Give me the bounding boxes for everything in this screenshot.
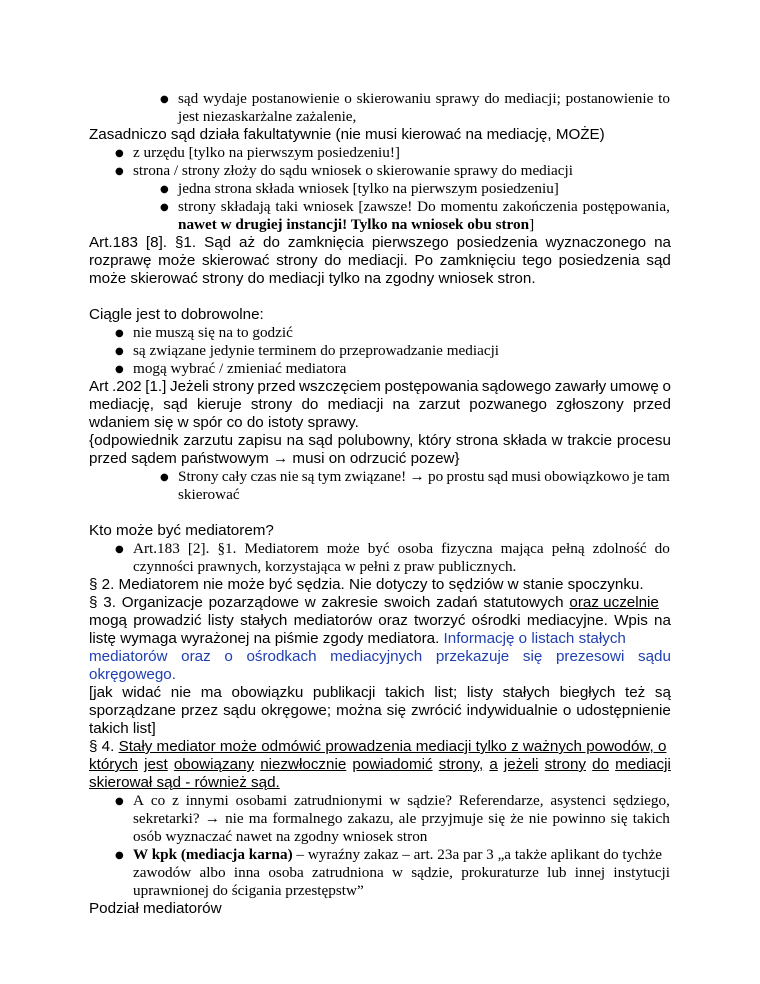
word: Po <box>414 252 434 269</box>
bullet-marker: ● <box>115 850 124 861</box>
list-item <box>178 198 670 216</box>
word: tam <box>647 468 670 485</box>
word: → <box>409 468 425 485</box>
paragraph-line: Zasadniczo sąd działa fakultatywnie (nie musi kierować na mediację, MOŻE) <box>89 126 605 143</box>
emphasis-text: nawet w drugiej instancji! <box>178 216 351 233</box>
word: zatrudnionymi <box>293 792 383 809</box>
text-fragment: § 4. <box>89 738 119 755</box>
word: mediację, <box>89 396 154 413</box>
list-item-continuation: skierować <box>178 486 240 503</box>
word: [1.] <box>145 378 167 395</box>
word: procesu <box>616 432 671 449</box>
word: niezwłocznie <box>260 756 347 773</box>
word: biegłych <box>559 684 616 701</box>
word: taki <box>275 198 299 215</box>
word: składa <box>502 432 547 449</box>
word: formalnego <box>272 810 343 827</box>
paragraph-line: może skierować strony do mediacji tylko na zgodny wniosek stron. <box>89 270 536 287</box>
paragraph-line <box>89 234 671 252</box>
paragraph-line <box>89 378 671 396</box>
paragraph-line: § 2. Mediatorem nie może być sędzia. Nie dotyczy to sędziów w stanie spoczynku. <box>89 576 644 593</box>
underlined-line <box>89 756 671 774</box>
list-item <box>133 846 670 864</box>
word: indywidualnie <box>466 702 558 719</box>
word: pozwanego <box>469 396 547 413</box>
paragraph-line <box>89 252 671 270</box>
word: mediacji; <box>504 90 561 107</box>
word: postępowania <box>384 378 479 395</box>
list-item: strona / strony złoży do sądu wniosek o skierowanie sprawy do mediacji <box>133 162 573 179</box>
word: mediatorów <box>293 612 373 629</box>
word: przed <box>257 378 296 395</box>
bullet-marker: ● <box>115 328 124 339</box>
word: rozprawę <box>89 252 152 269</box>
word: z <box>172 792 179 809</box>
word: Art.183 <box>89 234 138 251</box>
word: posiedzenia <box>558 252 640 269</box>
bullet-marker: ● <box>160 94 169 105</box>
word: trakcie <box>567 432 613 449</box>
word: takich <box>632 810 670 827</box>
word: przekazuje <box>435 648 510 665</box>
paragraph-line: przed sądem państwowym → musi on odrzucić pozew} <box>89 450 460 467</box>
word: zgłoszony <box>556 396 624 413</box>
word: obowiązkowo <box>544 468 630 485</box>
word: na <box>654 234 671 251</box>
word: mediacji <box>615 756 671 773</box>
word: sąd <box>178 90 199 107</box>
paragraph-line <box>89 594 671 612</box>
word: jest <box>144 756 168 773</box>
word: widać <box>122 684 162 701</box>
word: związane! <box>344 468 407 485</box>
bullet-marker: ● <box>115 364 124 375</box>
word: być <box>367 540 390 557</box>
word: ale <box>398 810 417 827</box>
paragraph-line <box>89 432 671 450</box>
emphasis-text: Tylko na wniosek obu stron <box>350 216 530 233</box>
word: sekretarki? <box>133 810 200 827</box>
list-item-continuation <box>133 810 670 828</box>
paragraph-line: wdaniem się w spór co do istoty sprawy. <box>89 414 359 431</box>
list-item-continuation <box>178 216 534 234</box>
word: a <box>489 756 498 773</box>
word: jeżeli <box>503 756 539 773</box>
word: albo <box>199 864 226 881</box>
bullet-marker: ● <box>115 148 124 159</box>
word: Art.183 <box>133 540 180 557</box>
word: sądu <box>637 648 671 665</box>
word: oraz <box>181 648 211 665</box>
word: prostu <box>446 468 485 485</box>
word: o <box>224 648 233 665</box>
word: oraz <box>378 612 408 629</box>
paragraph-line <box>89 630 671 648</box>
word: których <box>89 756 138 773</box>
word: po <box>428 468 444 485</box>
list-item-continuation: uprawnionej do ścigania przestępstw” <box>133 882 364 899</box>
word: mediacji. <box>347 252 408 269</box>
word: tego <box>522 252 552 269</box>
word: przyjmuje <box>421 810 484 827</box>
word: nie <box>279 468 299 485</box>
word: je <box>632 468 644 485</box>
word: umowę <box>609 378 659 395</box>
word: w <box>391 864 403 881</box>
word: do <box>654 540 670 557</box>
word: Referendarze, <box>458 792 544 809</box>
word: do <box>484 90 500 107</box>
word: obowiązku <box>231 684 304 701</box>
word: zamknięcia <box>287 234 364 251</box>
list-item <box>133 792 670 810</box>
word: ośrodkach <box>246 648 317 665</box>
word: powiadomić <box>352 756 433 773</box>
word: ośrodki <box>471 612 521 629</box>
word: sądzie, <box>411 864 453 881</box>
word: się <box>610 810 628 827</box>
highlighted-line <box>89 648 671 666</box>
word: inna <box>233 864 261 881</box>
word: instytucji <box>613 864 670 881</box>
word: zwrócić <box>411 702 462 719</box>
word: czas <box>250 468 277 485</box>
word: osobami <box>235 792 288 809</box>
word: polubowny, <box>337 432 414 449</box>
word: strony <box>250 396 293 413</box>
list-item-continuation: osób wyznaczać nawet na zgodny wniosek stron <box>133 828 428 845</box>
word: udostępnienie <box>576 702 671 719</box>
word: pierwszego <box>371 234 449 251</box>
word: o <box>662 378 671 395</box>
word: może <box>326 540 360 557</box>
word: prokuraturze <box>461 864 539 881</box>
word: osoba <box>397 540 434 557</box>
word: listy <box>207 612 234 629</box>
text-line <box>178 90 670 108</box>
word: o <box>562 702 572 719</box>
word: tym <box>317 468 342 485</box>
word: mająca <box>500 540 544 557</box>
word: tworzyć <box>414 612 466 629</box>
word: sprawy <box>435 90 480 107</box>
paragraph-line <box>89 612 671 630</box>
text-line: jest niezaskarżalne zażalenie, <box>178 108 357 125</box>
word: są <box>301 468 315 485</box>
emphasis-text: W kpk (mediacja karna) <box>133 846 293 863</box>
word: {odpowiednik <box>89 432 179 449</box>
word: .202 <box>112 378 142 395</box>
word: się <box>488 810 506 827</box>
word: zawarły <box>554 378 607 395</box>
word: lub <box>547 864 567 881</box>
highlighted-text: Informację o listach stałych <box>443 630 626 647</box>
section-heading: Ciągle jest to dobrowolne: <box>89 306 264 323</box>
word: sąd <box>487 468 509 485</box>
word: strony <box>544 756 587 773</box>
word: aż <box>239 234 256 251</box>
word: sędziego, <box>612 792 670 809</box>
word: zarzutu <box>183 432 234 449</box>
word: §1. <box>217 540 237 557</box>
list-item: nie muszą się na to godzić <box>133 324 293 341</box>
underlined-text: oraz uczelnie <box>569 594 659 611</box>
word: do <box>592 756 610 773</box>
word: zawodów <box>133 864 192 881</box>
word: asystenci <box>550 792 607 809</box>
word: wyznaczonego <box>545 234 647 251</box>
word: nie <box>225 810 244 827</box>
word: sądu <box>223 702 257 719</box>
word: obowiązany <box>173 756 255 773</box>
word: ma <box>200 684 222 701</box>
word: musi <box>511 468 541 485</box>
word: można <box>336 702 382 719</box>
word: wszczęciem <box>299 378 381 395</box>
word: mediacyjnych <box>330 648 423 665</box>
word: zarzut <box>418 396 461 413</box>
text-fragment: § 3. Organizacje pozarządowe w zakresie swoich zadań statutowych <box>89 594 570 611</box>
list-item: są związane jedynie terminem do przeprowadzanie mediacji <box>133 342 500 359</box>
word: prezesowi <box>555 648 625 665</box>
word: Wpis <box>614 612 648 629</box>
word: do <box>324 252 342 269</box>
word: wniosek <box>302 198 354 215</box>
word: są <box>654 684 671 701</box>
bullet-marker: ● <box>115 166 124 177</box>
word: który <box>418 432 452 449</box>
bullet-marker: ● <box>115 796 124 807</box>
bullet-marker: ● <box>115 544 124 555</box>
word: innej <box>574 864 606 881</box>
word: składają <box>220 198 271 215</box>
word: strony <box>276 252 318 269</box>
word: Do <box>417 198 436 215</box>
word: że <box>510 810 524 827</box>
word: sąd <box>646 252 671 269</box>
paragraph-line <box>89 684 671 702</box>
word: mogą <box>89 612 127 629</box>
word: skierowaniu <box>356 90 431 107</box>
word: sądzie? <box>407 792 452 809</box>
word: na <box>392 396 410 413</box>
word: sporządzane <box>89 702 176 719</box>
word: na <box>286 432 304 449</box>
word: Sąd <box>204 234 232 251</box>
bullet-marker: ● <box>115 346 124 357</box>
word: się <box>386 702 407 719</box>
word: w <box>389 792 401 809</box>
word: cały <box>221 468 248 485</box>
word: skierować <box>201 252 270 269</box>
list-item: z urzędu [tylko na pierwszym posiedzeniu!] <box>133 144 400 161</box>
text-fragment: ] <box>529 216 535 233</box>
word: o <box>344 90 352 107</box>
word: stałych <box>502 684 550 701</box>
word: [zawsze! <box>358 198 413 215</box>
word: [8]. <box>145 234 168 251</box>
paragraph-line <box>89 702 671 720</box>
bullet-marker: ● <box>160 202 169 213</box>
emphasis-text: „a także aplikant do tychże <box>497 846 663 863</box>
paragraph-line <box>89 738 666 756</box>
text-fragment: listę wymaga wyrażonej na piśmie zgody mediatora. <box>89 630 444 647</box>
word: zakazu, <box>347 810 394 827</box>
word: Art <box>89 378 109 395</box>
word: sądowego <box>481 378 552 395</box>
list-item: jedna strona składa wniosek [tylko na pierwszym posiedzeniu] <box>178 180 559 197</box>
word: może <box>158 252 196 269</box>
word: strony <box>178 198 216 215</box>
bullet-marker: ● <box>160 184 169 195</box>
word: strona <box>455 432 499 449</box>
word: sąd <box>163 396 188 413</box>
word: też <box>624 684 646 701</box>
word: → <box>204 810 220 827</box>
paragraph-line: takich list] <box>89 720 156 737</box>
word: §1. <box>174 234 197 251</box>
word: Mediatorem <box>244 540 319 557</box>
word: w <box>551 432 563 449</box>
word: Jeżeli <box>169 378 209 395</box>
word: przed <box>632 396 671 413</box>
word: stałych <box>240 612 288 629</box>
word: strony <box>212 378 254 395</box>
word: zdolność <box>592 540 647 557</box>
word: strony, <box>438 756 484 773</box>
word: zapisu <box>237 432 282 449</box>
word: publikacji <box>312 684 376 701</box>
word: postanowienie <box>251 90 340 107</box>
word: na <box>654 612 671 629</box>
word: do <box>263 234 280 251</box>
word: do <box>301 396 319 413</box>
list-item <box>178 468 670 486</box>
word: [2]. <box>187 540 210 557</box>
list-item <box>133 540 670 558</box>
word: sąd <box>308 432 333 449</box>
section-heading: Podział mediatorów <box>89 900 222 917</box>
word: fizyczna <box>441 540 493 557</box>
word: się <box>522 648 543 665</box>
word: innymi <box>185 792 229 809</box>
word: mediacji <box>327 396 384 413</box>
word: kieruje <box>196 396 242 413</box>
word: osoba <box>268 864 304 881</box>
word: co <box>150 792 166 809</box>
word: [jak <box>89 684 113 701</box>
word: powinno <box>552 810 606 827</box>
word: A <box>133 792 144 809</box>
word: nie <box>170 684 192 701</box>
section-heading: Kto może być mediatorem? <box>89 522 274 539</box>
word: prowadzić <box>133 612 202 629</box>
word: posiedzenia <box>456 234 538 251</box>
paragraph-line <box>89 396 671 414</box>
bullet-marker: ● <box>160 472 169 483</box>
word: postępowania, <box>582 198 670 215</box>
word: to <box>658 90 670 107</box>
word: zatrudniona <box>312 864 384 881</box>
word: list; <box>434 684 458 701</box>
word: ma <box>248 810 268 827</box>
word: wydaje <box>203 90 247 107</box>
word: zamknięciu <box>439 252 516 269</box>
word: nie <box>528 810 548 827</box>
list-item: mogą wybrać / zmieniać mediatora <box>133 360 347 377</box>
underlined-line: skierował sąd - również sąd. <box>89 774 280 791</box>
word: mediacyjne. <box>526 612 608 629</box>
word: takich <box>385 684 425 701</box>
word: pełną <box>551 540 585 557</box>
word: Strony <box>178 468 219 485</box>
word: momentu <box>440 198 498 215</box>
list-item-continuation: czynności prawnych, korzystająca w pełni z praw publicznych. <box>133 558 517 575</box>
highlighted-line: okręgowego. <box>89 666 176 683</box>
list-item-continuation <box>133 864 670 882</box>
word: zakończenia <box>502 198 578 215</box>
word: okręgowe; <box>261 702 332 719</box>
text-fragment: – wyraźny zakaz – art. 23a par 3 <box>292 846 498 863</box>
word: przez <box>180 702 219 719</box>
underlined-text: Stały mediator może odmówić prowadzenia mediacji tylko z ważnych powodów, o <box>118 738 667 755</box>
word: postanowienie <box>565 90 654 107</box>
word: listy <box>466 684 493 701</box>
word: mediatorów <box>89 648 168 665</box>
